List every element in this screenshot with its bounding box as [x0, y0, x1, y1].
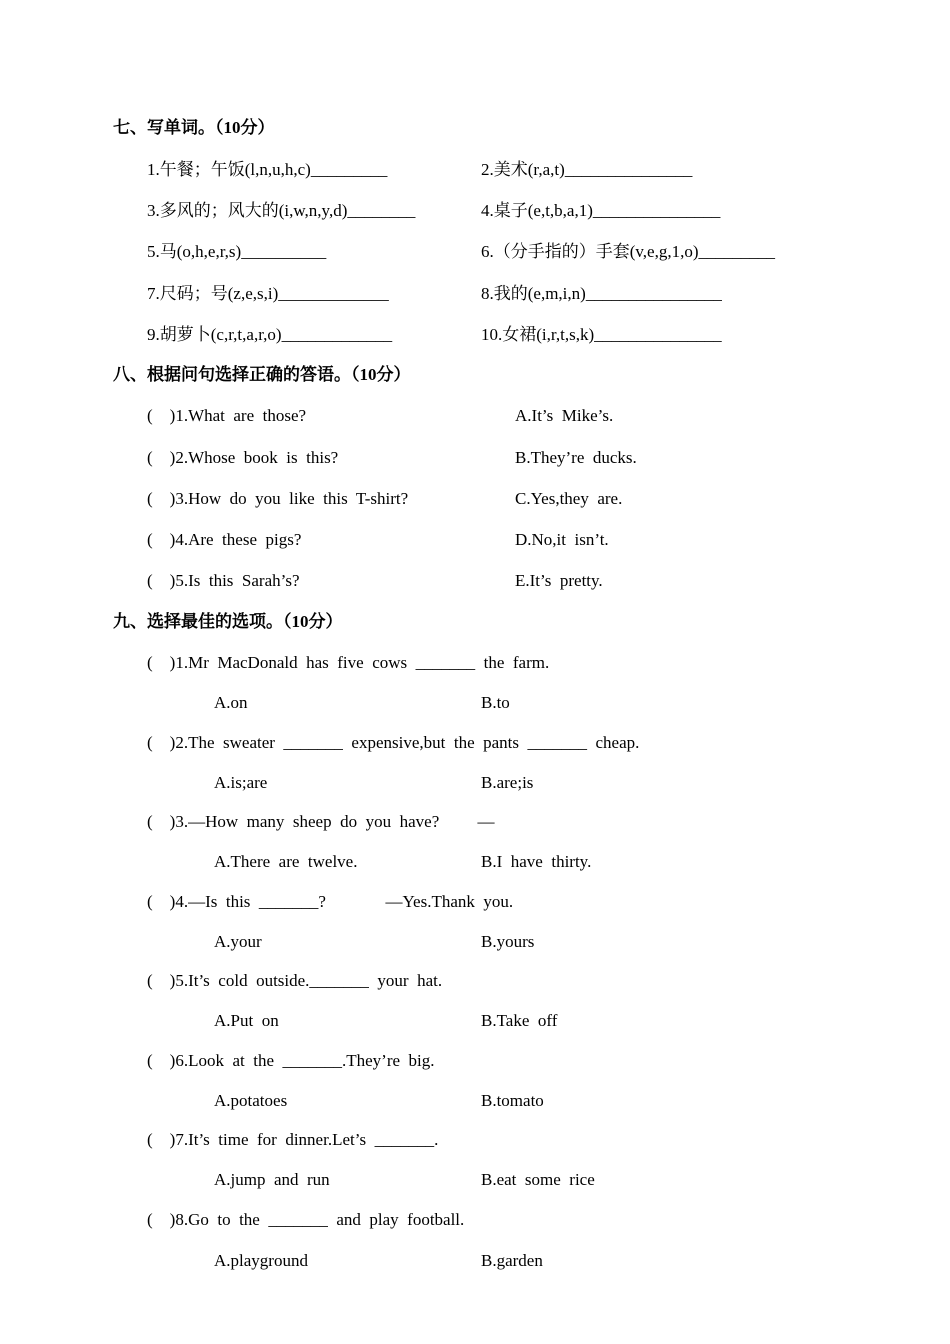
choice-option-7b: B.eat some rice — [481, 1170, 595, 1189]
choice-option-7a: A.jump and run — [214, 1170, 330, 1189]
match-answer-b: B.They’re ducks. — [515, 448, 637, 467]
choice-question-8: ( )8.Go to the _______ and play football. — [147, 1210, 465, 1229]
word-item-2: 2.美术(r,a,t)_______________ — [481, 160, 693, 179]
match-question-3: ( )3.How do you like this T-shirt? — [147, 489, 409, 508]
match-question-5: ( )5.Is this Sarah’s? — [147, 571, 300, 590]
choice-option-1b: B.to — [481, 693, 510, 712]
word-item-4: 4.桌子(e,t,b,a,1)_______________ — [481, 201, 721, 220]
choice-question-2: ( )2.The sweater _______ expensive,but the pants _______ cheap. — [147, 733, 640, 752]
match-question-2: ( )2.Whose book is this? — [147, 448, 339, 467]
match-question-4: ( )4.Are these pigs? — [147, 530, 302, 549]
section-7-heading: 七、写单词。（10分） — [113, 118, 275, 137]
choice-question-4: ( )4.—Is this _______? —Yes.Thank you. — [147, 892, 514, 911]
choice-option-8a: A.playground — [214, 1251, 308, 1270]
choice-option-6a: A.potatoes — [214, 1091, 288, 1110]
choice-option-4b: B.yours — [481, 932, 535, 951]
choice-option-3b: B.I have thirty. — [481, 852, 592, 871]
section-9-heading: 九、选择最佳的选项。（10分） — [113, 612, 343, 631]
choice-question-5: ( )5.It’s cold outside._______ your hat. — [147, 971, 443, 990]
choice-question-3: ( )3.—How many sheep do you have? — — [147, 812, 495, 831]
word-item-8: 8.我的(e,m,i,n)________________ — [481, 284, 722, 303]
match-answer-d: D.No,it isn’t. — [515, 530, 609, 549]
word-item-3: 3.多风的；风大的(i,w,n,y,d)________ — [147, 201, 416, 220]
word-item-7: 7.尺码；号(z,e,s,i)_____________ — [147, 284, 389, 303]
word-item-5: 5.马(o,h,e,r,s)__________ — [147, 242, 327, 261]
section-8-heading: 八、根据问句选择正确的答语。（10分） — [113, 365, 411, 384]
choice-option-3a: A.There are twelve. — [214, 852, 358, 871]
choice-option-5a: A.Put on — [214, 1011, 279, 1030]
choice-option-2a: A.is;are — [214, 773, 268, 792]
word-item-9: 9.胡萝卜(c,r,t,a,r,o)_____________ — [147, 325, 393, 344]
match-question-1: ( )1.What are those? — [147, 406, 307, 425]
word-item-6: 6.（分手指的）手套(v,e,g,1,o)_________ — [481, 242, 776, 261]
choice-question-6: ( )6.Look at the _______.They’re big. — [147, 1051, 435, 1070]
choice-question-7: ( )7.It’s time for dinner.Let’s _______. — [147, 1130, 439, 1149]
match-answer-a: A.It’s Mike’s. — [515, 406, 614, 425]
match-answer-e: E.It’s pretty. — [515, 571, 603, 590]
choice-option-6b: B.tomato — [481, 1091, 544, 1110]
choice-option-8b: B.garden — [481, 1251, 543, 1270]
choice-question-1: ( )1.Mr MacDonald has five cows _______ the farm. — [147, 653, 550, 672]
choice-option-1a: A.on — [214, 693, 248, 712]
choice-option-2b: B.are;is — [481, 773, 534, 792]
match-answer-c: C.Yes,they are. — [515, 489, 623, 508]
choice-option-4a: A.your — [214, 932, 262, 951]
word-item-10: 10.女裙(i,r,t,s,k)_______________ — [481, 325, 722, 344]
word-item-1: 1.午餐；午饭(l,n,u,h,c)_________ — [147, 160, 388, 179]
choice-option-5b: B.Take off — [481, 1011, 558, 1030]
